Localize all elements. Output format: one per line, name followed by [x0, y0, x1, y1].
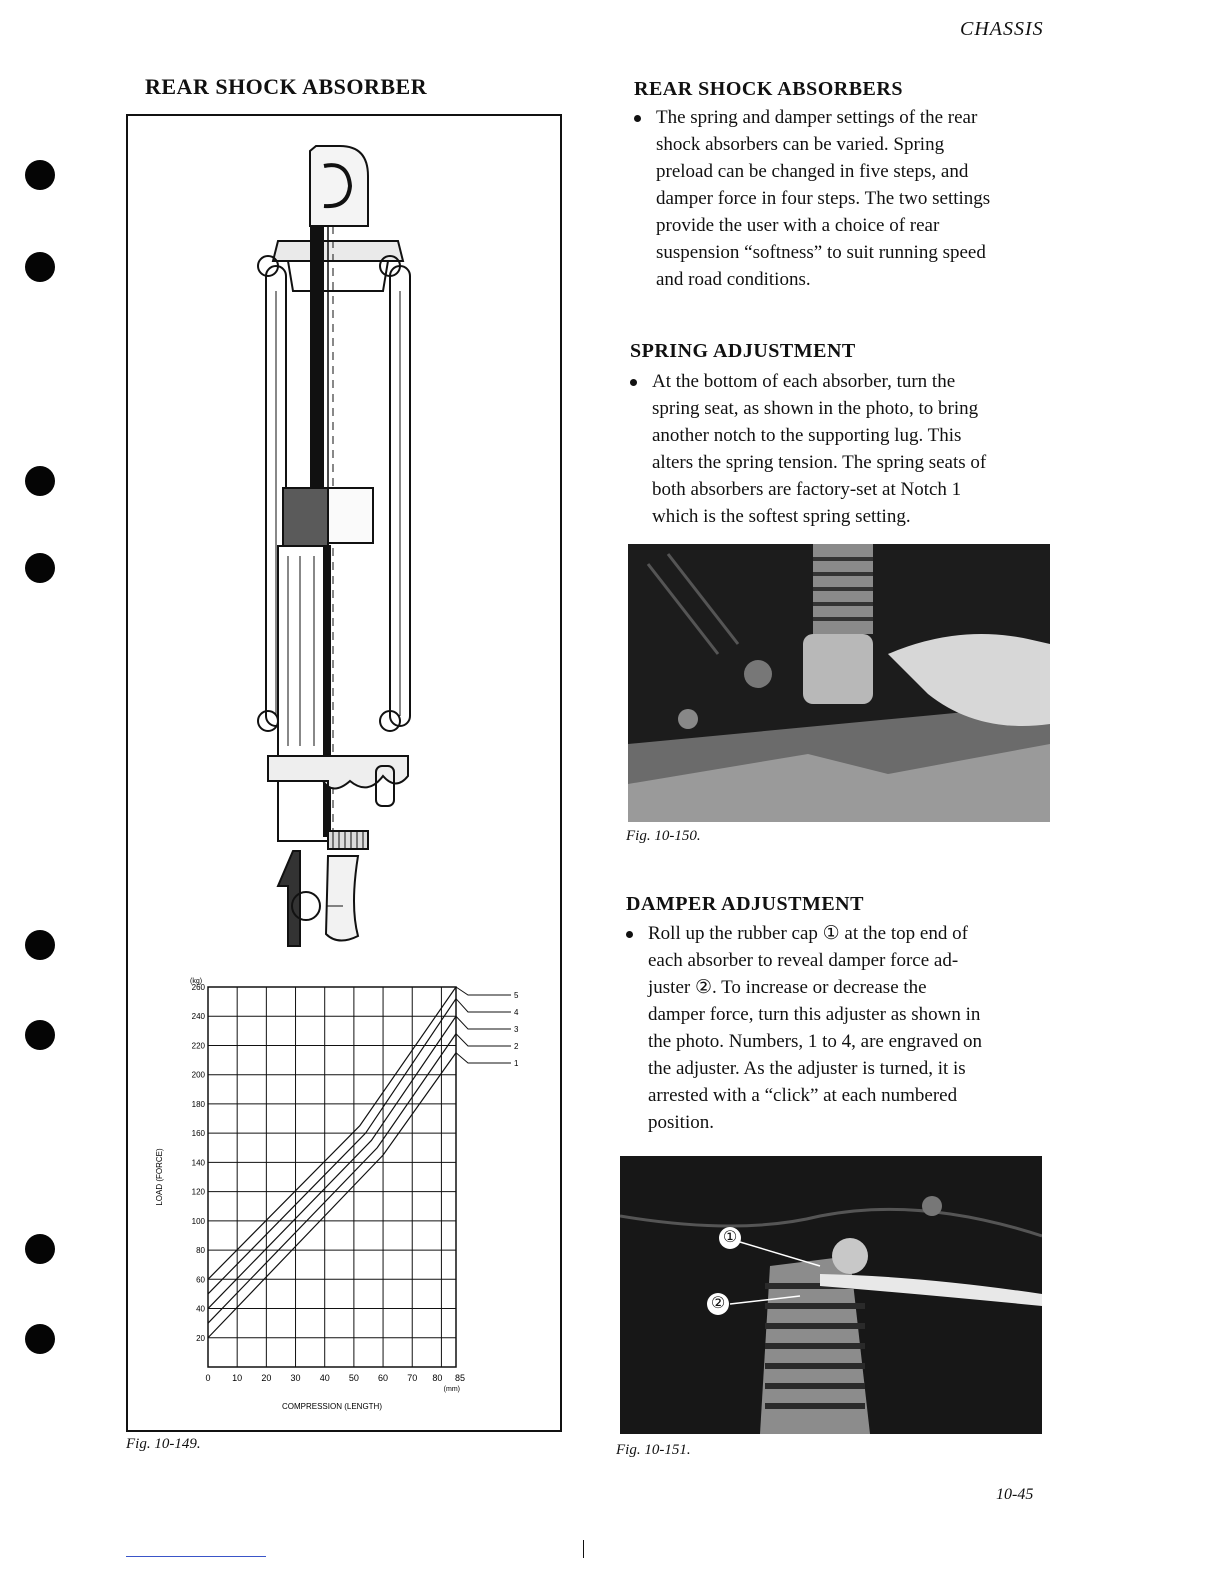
x-tick-label: 10 [232, 1373, 243, 1383]
x-tick-label: 0 [205, 1373, 211, 1383]
spring-line: spring seat, as shown in the photo, to bring [652, 398, 979, 419]
y-tick-label: 20 [196, 1333, 205, 1343]
spring-figure-caption: Fig. 10-150. [626, 828, 701, 844]
damper-adjustment-photo [620, 1156, 1042, 1434]
damper-line: damper force, turn this adjuster as shown in [648, 1004, 981, 1025]
y-axis-label: LOAD (FORCE) [155, 1148, 164, 1206]
damper-figure-caption: Fig. 10-151. [616, 1442, 691, 1458]
figure-frame [126, 114, 562, 1432]
spring-bullet [630, 379, 637, 386]
series-end-label: 1 [514, 1059, 519, 1068]
series-end-label: 2 [514, 1042, 519, 1051]
x-tick-label: 80 [432, 1373, 443, 1383]
series-end-label: 3 [514, 1025, 519, 1034]
spring-line: both absorbers are factory-set at Notch 1 [652, 479, 962, 500]
spring-title: SPRING ADJUSTMENT [630, 340, 856, 362]
binder-hole [25, 160, 55, 190]
left-figure-caption: Fig. 10-149. [126, 1436, 201, 1452]
damper-title: DAMPER ADJUSTMENT [626, 893, 864, 915]
intro-line: provide the user with a choice of rear [656, 215, 940, 236]
y-tick-label: 80 [196, 1246, 205, 1256]
series-end-label: 4 [514, 1008, 519, 1017]
series-leader-5 [456, 987, 511, 995]
damper-line: arrested with a “click” at each numbered [648, 1085, 958, 1106]
callout-1: ① [722, 1227, 738, 1246]
spring-line: which is the softest spring setting. [652, 506, 911, 527]
intro-title: REAR SHOCK ABSORBERS [634, 78, 903, 100]
page-number: 10-45 [996, 1486, 1034, 1503]
intro-line: damper force in four steps. The two settings [656, 188, 991, 209]
binder-hole [25, 466, 55, 496]
y-tick-label: 40 [196, 1304, 205, 1314]
spring-line: another notch to the supporting lug. This [652, 425, 962, 446]
section-header: CHASSIS [960, 18, 1044, 40]
damper-bullet [626, 931, 633, 938]
intro-line: The spring and damper settings of the rear [656, 107, 978, 128]
y-tick-label: 100 [191, 1216, 205, 1226]
spring-adjustment-photo [628, 544, 1050, 822]
intro-line: shock absorbers can be varied. Spring [656, 134, 945, 155]
intro-paragraph [656, 104, 1054, 293]
x-tick-label: 60 [378, 1373, 389, 1383]
intro-line: suspension “softness” to suit running speed [656, 242, 986, 263]
y-tick-label: 140 [191, 1158, 205, 1168]
binder-hole [25, 1234, 55, 1264]
binder-hole [25, 553, 55, 583]
y-tick-label: 60 [196, 1275, 205, 1285]
left-section-title: REAR SHOCK ABSORBER [145, 74, 428, 99]
intro-bullet [634, 115, 641, 122]
x-tick-label: 30 [290, 1373, 301, 1383]
damper-line: Roll up the rubber cap ① at the top end of [648, 923, 968, 944]
binder-hole [25, 252, 55, 282]
y-tick-label: 260 [191, 983, 205, 992]
spring-line: alters the spring tension. The spring seats of [652, 452, 987, 473]
spring-line: At the bottom of each absorber, turn the [652, 371, 956, 392]
shock-absorber-drawing [128, 116, 560, 966]
y-unit-label: (kg) [190, 978, 203, 985]
series-leader-4 [456, 999, 511, 1012]
series-end-label: 5 [514, 991, 519, 1000]
x-tick-label: 20 [261, 1373, 272, 1383]
x-tick-label: 85 [454, 1373, 466, 1383]
damper-line: each absorber to reveal damper force ad- [648, 950, 959, 971]
x-tick-label: 40 [319, 1373, 330, 1383]
damper-line: juster ②. To increase or decrease the [648, 977, 927, 998]
bottom-rule [126, 1556, 266, 1557]
spring-rate-chart [128, 971, 560, 1431]
chart-grid [208, 987, 456, 1367]
damper-paragraph [648, 920, 1042, 1136]
damper-line: position. [648, 1112, 714, 1133]
damper-line: the photo. Numbers, 1 to 4, are engraved on [648, 1031, 982, 1052]
callout-2: ② [710, 1293, 726, 1312]
x-tick-label: 70 [407, 1373, 418, 1383]
y-tick-label: 240 [191, 1012, 205, 1022]
x-unit-label: (mm) [443, 1386, 460, 1393]
y-tick-label: 120 [191, 1187, 205, 1197]
series-leader-2 [456, 1034, 511, 1046]
spring-paragraph [652, 368, 1050, 530]
series-leader-1 [456, 1053, 511, 1063]
x-tick-label: 50 [348, 1373, 359, 1383]
series-leader-3 [456, 1016, 511, 1029]
plot-frame [208, 987, 456, 1367]
y-tick-label: 160 [191, 1129, 205, 1139]
intro-line: and road conditions. [656, 269, 811, 290]
y-tick-label: 180 [191, 1099, 205, 1109]
x-axis-label: COMPRESSION (LENGTH) [281, 1402, 383, 1411]
binder-hole [25, 1020, 55, 1050]
intro-line: preload can be changed in five steps, and [656, 161, 969, 182]
damper-line: the adjuster. As the adjuster is turned, it is [648, 1058, 966, 1079]
y-tick-label: 220 [191, 1041, 205, 1051]
binder-hole [25, 930, 55, 960]
center-tick [583, 1540, 584, 1558]
binder-hole [25, 1324, 55, 1354]
y-tick-label: 200 [191, 1070, 205, 1080]
